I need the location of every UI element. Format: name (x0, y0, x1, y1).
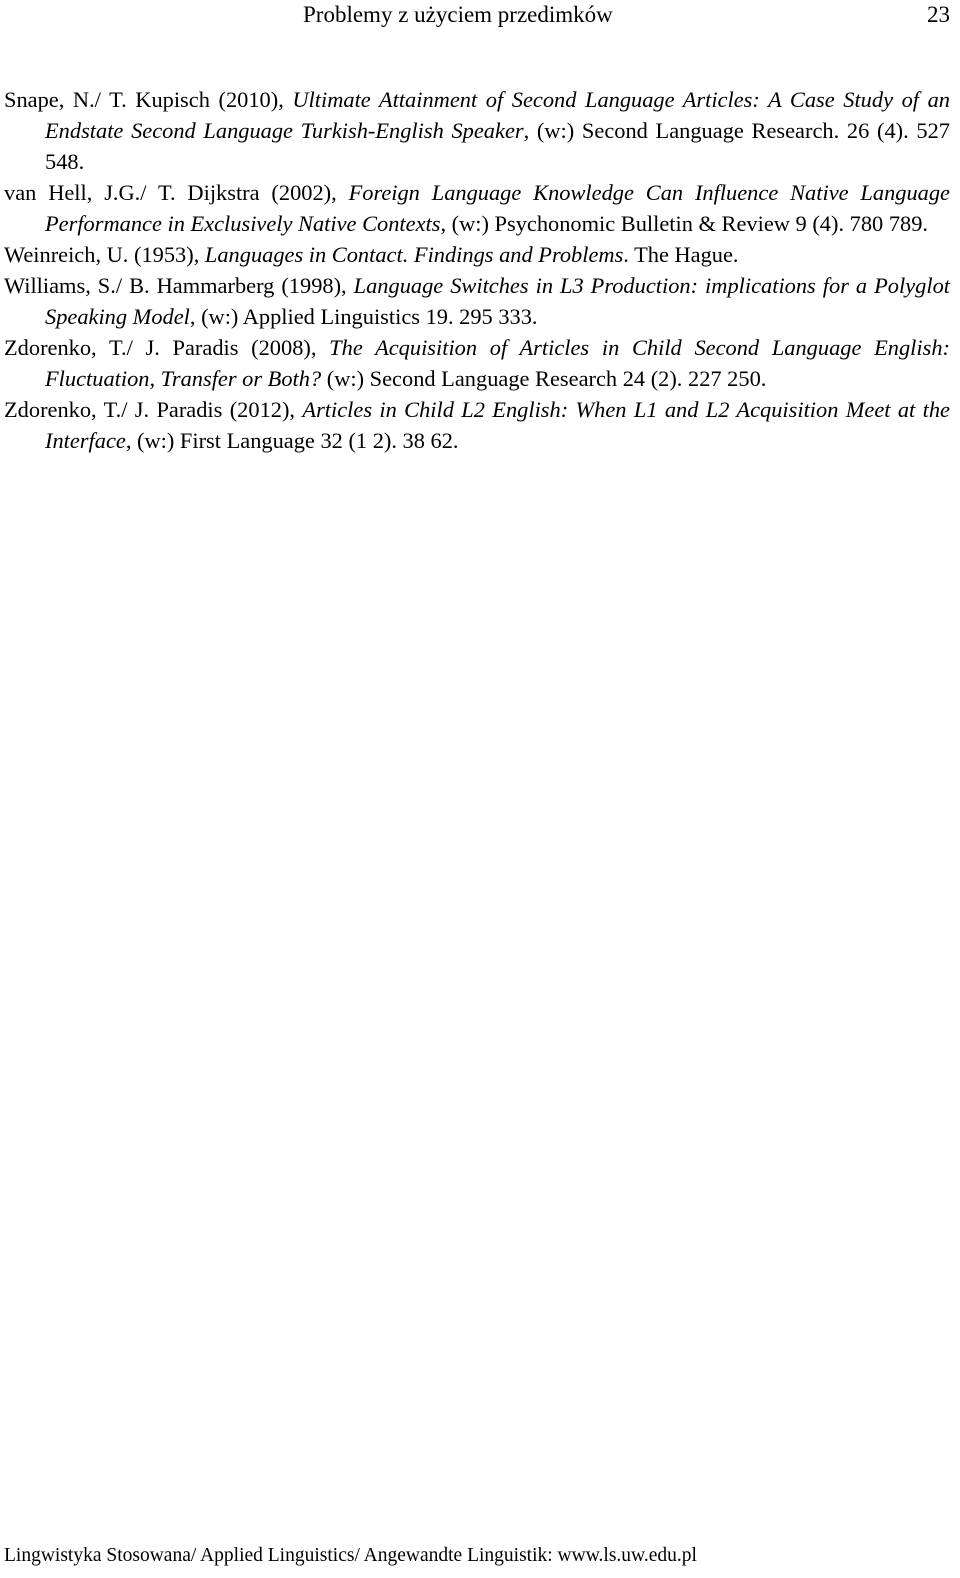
footer-text: Lingwistyka Stosowana/ Applied Linguistics/ Angewandte Linguistik: www.ls.uw.edu.pl (4, 1545, 697, 1566)
reference-entry (4, 177, 950, 239)
reference-source: (w:) Second Language Research 24 (2). 227 250. (321, 366, 767, 391)
reference-title: Language Switches in L3 Production: implications for a Polyglot Speaking Model (45, 273, 950, 329)
reference-title: The Acquisition of Articles in Child Second Language English: Fluctuation, Transfer or Both? (45, 335, 950, 391)
running-header (0, 0, 960, 32)
page-number: 23 (927, 2, 950, 27)
page-footer (4, 1544, 697, 1568)
reference-source: , (w:) Psychonomic Bulletin & Review 9 (4). 780 789. (440, 211, 929, 236)
reference-entry (4, 394, 950, 456)
reference-authors: Weinreich, U. (1953), (4, 242, 205, 267)
reference-entry (4, 239, 950, 270)
reference-source: , (w:) Second Language Research. 26 (4). 527 548. (45, 118, 950, 174)
reference-authors: van Hell, J.G./ T. Dijkstra (2002), (4, 180, 349, 205)
reference-authors: Williams, S./ B. Hammarberg (1998), (4, 273, 354, 298)
reference-title: Articles in Child L2 English: When L1 and L2 Acquisition Meet at the Interface (45, 397, 950, 453)
reference-entry (4, 84, 950, 177)
reference-source: , (w:) Applied Linguistics 19. 295 333. (189, 304, 538, 329)
reference-entry (4, 332, 950, 394)
reference-authors: Snape, N./ T. Kupisch (2010), (4, 87, 293, 112)
reference-authors: Zdorenko, T./ J. Paradis (2008), (4, 335, 330, 360)
reference-title: Languages in Contact. Findings and Problems (204, 242, 624, 267)
reference-source: . The Hague. (623, 242, 739, 267)
reference-entry (4, 270, 950, 332)
reference-title: Ultimate Attainment of Second Language Articles: A Case Study of an Endstate Second Language Turkish-English Speaker (45, 87, 950, 143)
running-title: Problemy z użyciem przedimków (303, 2, 613, 27)
reference-list (4, 84, 950, 456)
reference-authors: Zdorenko, T./ J. Paradis (2012), (4, 397, 303, 422)
reference-title: Foreign Language Knowledge Can Influence Native Language Performance in Exclusively Native Contexts (45, 180, 950, 236)
reference-source: , (w:) First Language 32 (1 2). 38 62. (125, 428, 459, 453)
